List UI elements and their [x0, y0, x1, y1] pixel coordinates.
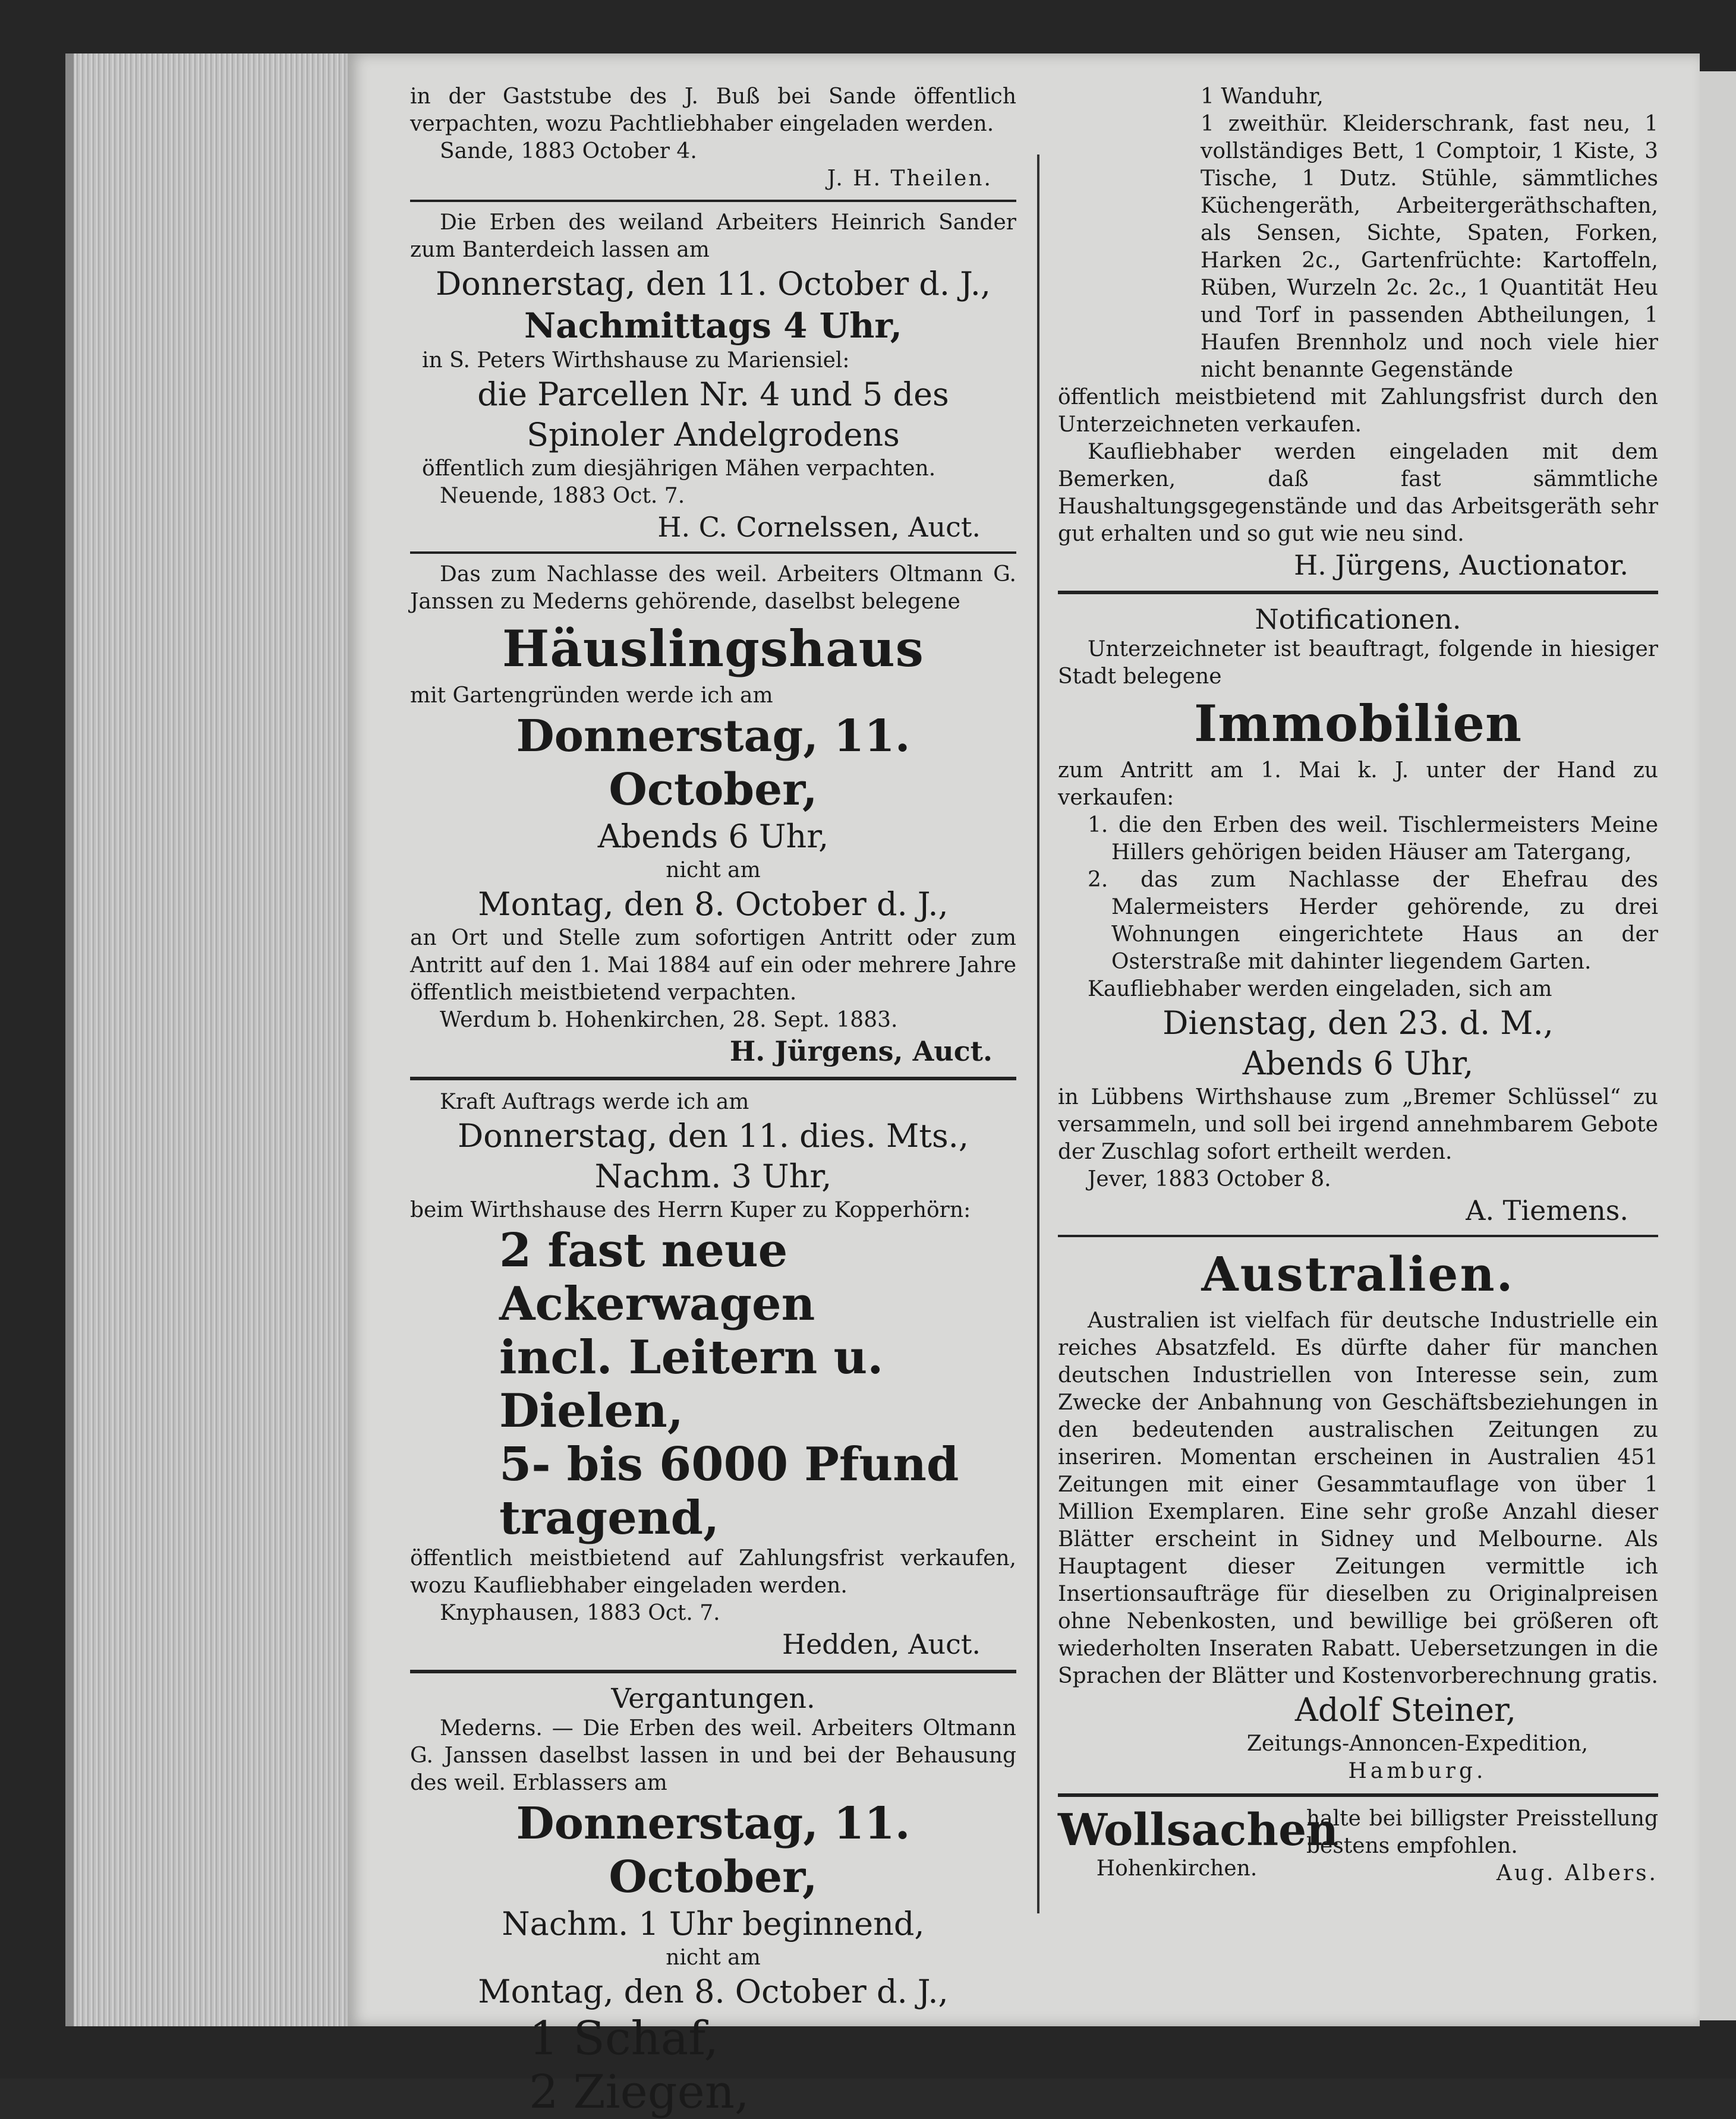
ad-subline: Hamburg. — [1348, 1759, 1487, 1783]
ad-juergens-inventory — [1058, 83, 1658, 582]
separator — [410, 200, 1016, 202]
separator — [410, 551, 1016, 554]
list-item: 1. die den Erben des weil. Tischlermeisters Meine Hillers gehörigen beiden Häuser am Tatergang, — [1088, 813, 1658, 865]
ad-date: Donnerstag, 11. October, — [516, 1798, 910, 1903]
ad-not-on: nicht am — [666, 1945, 761, 1970]
ad-date: Donnerstag, den 11. October d. J., — [435, 265, 991, 302]
separator — [1058, 591, 1658, 594]
ad-signature: H. C. Cornelssen, Auct. — [657, 511, 981, 543]
ad-time: Nachm. 1 Uhr beginnend, — [502, 1905, 925, 1943]
ad-object-line2: 2 Ziegen, — [529, 2066, 749, 2119]
ad-time: Nachmittags 4 Uhr, — [524, 305, 902, 346]
ad-date: Dienstag, den 23. d. M., — [1162, 1004, 1554, 1042]
ad-place: Werdum b. Hohenkirchen, 28. Sept. 1883. — [440, 1008, 898, 1032]
ad-wollsachen — [1058, 1805, 1658, 1887]
ad-text: zum Antritt am 1. Mai k. J. unter der Hand zu verkaufen: — [1058, 758, 1658, 810]
ad-text: Australien ist vielfach für deutsche Industrielle ein reiches Absatzfeld. Es dürfte daher für manchen deutschen Industriellen von Interesse sein, zum Zwecke der Anbahnung von Geschäftsbeziehungen in den bedeutenden australischen Zeitungen zu inseriren. Momentan erscheinen in Australien 451 Zeitungen mit einer Gesammtauflage von über 1 Million Exemplaren. Eine sehr große Anzahl dieser Blätter erscheint in Sidney und Melbourne. Als Hauptagent dieser Zeitungen vermittle ich Insertionsaufträge für dieselben zu Originalpreisen ohne Nebenkosten, und bewillige bei größeren oft wiederholten Inseraten Rabatt. Uebersetzungen in die Sprachen der Blätter und Kostenvorberechnung gratis. — [1058, 1308, 1658, 1688]
ad-text: öffentlich meistbietend mit Zahlungsfrist durch den Unterzeichneten verkaufen. — [1058, 385, 1658, 437]
ad-intro: Das zum Nachlasse des weil. Arbeiters Oltmann G. Janssen zu Mederns gehörende, daselbst belegene — [410, 562, 1016, 614]
ad-signature: J. H. Theilen. — [827, 166, 993, 191]
inventory-list: 1 zweithür. Kleiderschrank, fast neu, 1 vollständiges Bett, 1 Comptoir, 1 Kiste, 3 Tische, 1 Dutz. Stühle, sämmtliches Küchengeräth, Arbeitergeräthschaften, als Sensen, Sichte, Spaten, Forken, Harken 2c., Gartenfrüchte: Kartoffeln, Rüben, Wurzeln 2c. 2c., 1 Quantität Heu und Torf in passenden Abtheilungen, 1 Haufen Brennholz und noch viele hier nicht benannte Gegenstände — [1201, 112, 1658, 382]
section-heading: Vergantungen. — [611, 1682, 815, 1714]
separator — [1058, 1793, 1658, 1797]
separator — [410, 1670, 1016, 1673]
ad-haeuslingshaus — [410, 561, 1016, 1068]
ad-signature: H. Jürgens, Auct. — [729, 1035, 993, 1067]
ad-title: Häuslingshaus — [502, 619, 924, 678]
ad-subtitle: mit Gartengründen werde ich am — [410, 683, 773, 708]
ad-text: an Ort und Stelle zum sofortigen Antritt oder zum Antritt auf den 1. Mai 1884 auf ein oder mehrere Jahre öffentlich meistbietend verpachten. — [410, 926, 1016, 1005]
ad-time: Abends 6 Uhr, — [597, 818, 829, 855]
ad-time: Nachm. 3 Uhr, — [594, 1158, 832, 1195]
ad-location: beim Wirthshause des Herrn Kuper zu Kopperhörn: — [410, 1198, 971, 1222]
ad-object-line1: 1 Schaf, — [529, 2012, 719, 2066]
ad-text: öffentlich zum diesjährigen Mähen verpachten. — [422, 456, 936, 481]
ad-not-date: Montag, den 8. October d. J., — [478, 1973, 949, 2010]
next-page-fragment — [1700, 71, 1736, 2020]
ad-signature: Hedden, Auct. — [782, 1628, 981, 1660]
ad-intro: Unterzeichneter ist beauftragt, folgende in hiesiger Stadt belegene — [1058, 637, 1658, 689]
book-page-edges — [65, 53, 359, 2026]
ad-object-line1: die Parcellen Nr. 4 und 5 des — [477, 376, 949, 413]
ad-object-line1: 2 fast neue Ackerwagen — [499, 1224, 815, 1331]
ad-signature: A. Tiemens. — [1466, 1194, 1628, 1226]
ad-right-block — [1306, 1805, 1658, 1887]
ad-cornelssen — [410, 209, 1016, 544]
ad-signature: Aug. Albers. — [1496, 1861, 1658, 1885]
ad-date: Donnerstag, 11. October, — [516, 711, 910, 815]
ad-place: Neuende, 1883 Oct. 7. — [440, 484, 685, 508]
ad-place: Jever, 1883 October 8. — [1088, 1167, 1331, 1191]
ad-object-line2: Spinoler Andelgrodens — [527, 416, 900, 453]
ad-hedden — [410, 1089, 1016, 1661]
ad-place: Knyphausen, 1883 Oct. 7. — [440, 1601, 720, 1625]
left-column — [410, 83, 1016, 2119]
ad-text: halte bei billigster Preisstellung bestens empfohlen. — [1306, 1806, 1658, 1858]
ad-title: Australien. — [1201, 1246, 1515, 1302]
ad-left-block — [1058, 1805, 1339, 1882]
ad-signature: Adolf Steiner, — [1294, 1691, 1517, 1729]
separator — [1058, 1235, 1658, 1237]
section-heading: Notificationen. — [1255, 603, 1461, 635]
ad-time: Abends 6 Uhr, — [1242, 1045, 1474, 1082]
separator — [410, 1077, 1016, 1080]
ad-place: Hohenkirchen. — [1096, 1856, 1258, 1881]
ad-location: in S. Peters Wirthshause zu Mariensiel: — [422, 348, 850, 373]
ad-subline: Zeitungs-Annoncen-Expedition, — [1246, 1732, 1589, 1756]
ad-not-date: Montag, den 8. October d. J., — [478, 885, 949, 923]
column-divider — [1037, 154, 1039, 1913]
ad-immobilien — [1058, 603, 1658, 1228]
ad-vergantungen — [410, 1682, 1016, 2119]
ad-text: öffentlich meistbietend auf Zahlungsfrist verkaufen, wozu Kaufliebhaber eingeladen werden. — [410, 1546, 1016, 1598]
ad-date: Donnerstag, den 11. dies. Mts., — [457, 1117, 969, 1155]
ad-text: in Lübbens Wirthshause zum „Bremer Schlüssel“ zu versammeln, und soll bei irgend annehmbarem Gebote der Zuschlag sofort ertheilt werden. — [1058, 1085, 1658, 1164]
ad-title: Wollsachen — [1058, 1805, 1339, 1856]
ad-text: Mederns. — Die Erben des weil. Arbeiters Oltmann G. Janssen daselbst lassen in und bei der Behausung des weil. Erblassers am — [410, 1716, 1016, 1795]
ad-theilen — [410, 83, 1016, 193]
ad-place: Sande, 1883 October 4. — [440, 139, 697, 163]
ad-object-line4: tragend, — [499, 1491, 720, 1545]
ad-object-line3: 5- bis 6000 Pfund — [499, 1437, 959, 1492]
ad-intro: Kraft Auftrags werde ich am — [440, 1090, 749, 1114]
ad-title: Immobilien — [1193, 694, 1523, 753]
ad-signature: H. Jürgens, Auctionator. — [1294, 549, 1628, 581]
inventory-line: 1 Wanduhr, — [1201, 84, 1324, 109]
ad-text: Kaufliebhaber werden eingeladen mit dem Bemerken, daß fast sämmtliche Haushaltungsgegenstände und das Arbeitsgeräth sehr gut erhalten und so gut wie neu sind. — [1058, 440, 1658, 546]
ad-intro: Die Erben des weiland Arbeiters Heinrich Sander zum Banterdeich lassen am — [410, 210, 1016, 262]
ad-object-line2: incl. Leitern u. Dielen, — [499, 1330, 884, 1438]
ad-not-on: nicht am — [666, 858, 761, 882]
ad-text: in der Gaststube des J. Buß bei Sande öffentlich verpachten, wozu Pachtliebhaber eingeladen werden. — [410, 84, 1016, 136]
right-column — [1058, 83, 1658, 1887]
list-item: 2. das zum Nachlasse der Ehefrau des Malermeisters Herder gehörende, zu drei Wohnungen eingerichtete Haus an der Osterstraße mit dahinter liegendem Garten. — [1088, 868, 1658, 974]
ad-text: Kaufliebhaber werden eingeladen, sich am — [1088, 977, 1552, 1001]
ad-australien — [1058, 1244, 1658, 1785]
